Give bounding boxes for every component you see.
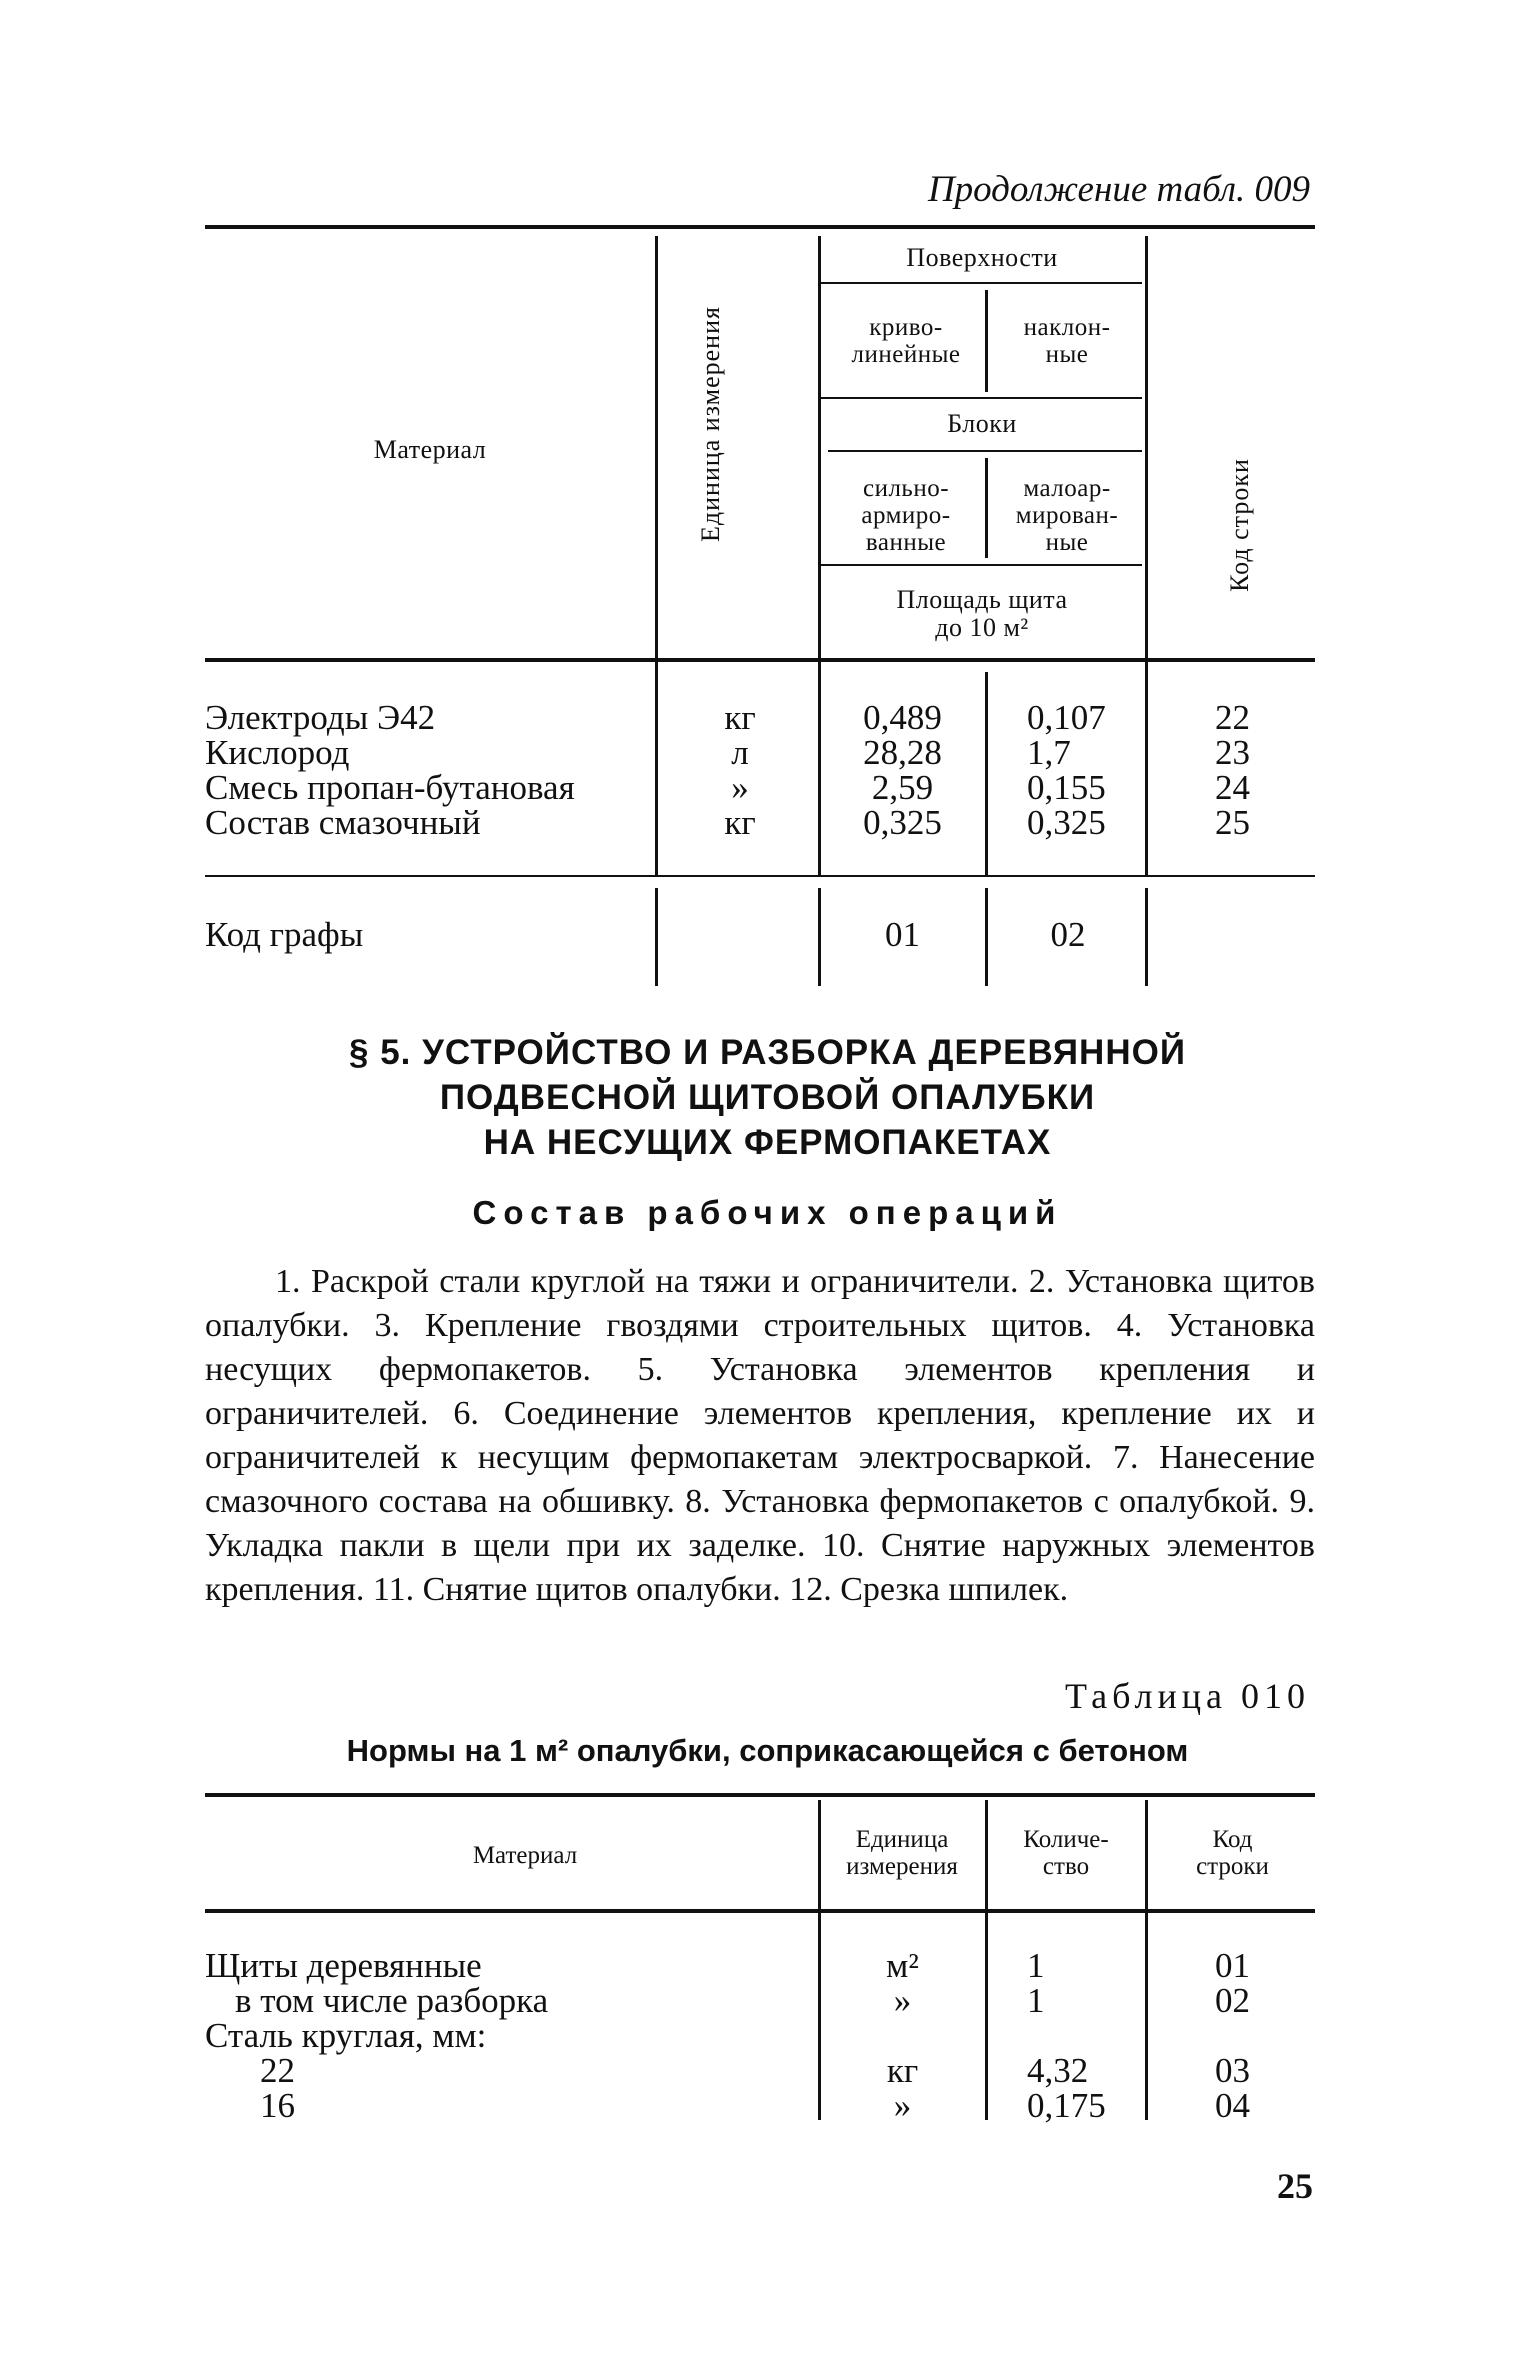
header-material: Материал	[373, 435, 487, 464]
column-code-label: Код графы	[205, 915, 364, 954]
table-header-rule	[205, 1909, 1315, 1913]
header-unit: Единица измерения	[696, 306, 725, 542]
table-continuation-caption: Продолжение табл. 009	[927, 169, 1310, 210]
header-heavily-reinforced: сильно- армиро- ванные	[861, 475, 951, 556]
page-number: 25	[1277, 2166, 1313, 2206]
header-surfaces: Поверхности	[906, 243, 1058, 272]
table-top-rule	[205, 1793, 1315, 1797]
header-inclined: наклон- ные	[1023, 314, 1111, 368]
table-title: Нормы на 1 м² опалубки, соприкасающейся с бетоном	[346, 1733, 1189, 1768]
document-page: Продолжение табл. 009 Материал Единица измерения Поверхности криво- линейные наклон- ные Блоки сильно- армиро- ванные малоар- мирован- ные Площадь щита до 10 м² Код строки Электроды Э42 кг 0,489 0,107 22 Кислород л 28,28 1,7 23 Смесь пропан-бутановая » 2,59 0,155 24 Состав смазочный кг 0,325 0,325 25 Код графы 01 02 § 5. УСТРОЙСТВО И РАЗБОРКА ДЕРЕВЯННОЙ ПОДВЕСНОЙ ЩИТОВОЙ ОПАЛУБКИ НА НЕСУЩИХ ФЕРМОПАКЕТАХ Состав рабочих операций 1. Раскрой стали круглой на тяжи и ограничители. 2. Установка щитов опалубки. 3. Крепление гвоздями строительных щитов. 4. Установка несущих фермопакетов. 5. Установка элементов крепления и ограничителей. 6. Соединение элементов крепления, крепление их и ограничителей к несущим фермопакетам электросваркой. 7. Нанесение смазочного состава на обшивку. 8. Установка фермопакетов с опалубкой. 9. Укладка пакли в щели при их заделке. 10. Снятие наружных элементов крепления. 11. Снятие щитов опалубки. 12. Срезка шпилек. Таблица 010 Нормы на 1 м² опалубки, соприкасающейся с бетоном Материал Единица измерения Количе- ство Код строки Щиты деревянные м² 1 01 в том числе разборка » 1 02 Сталь круглая, мм: 22 кг 4,32 03 16 » 0,175 04 25	[0, 0, 1535, 2362]
header-material: Материал	[472, 1842, 578, 1869]
operations-paragraph: 1. Раскрой стали круглой на тяжи и ограничители. 2. Установка щитов опалубки. 3. Крепление гвоздями строительных щитов. 4. Установка несущих фермопакетов. 5. Установка элементов крепления и ограничителей. 6. Соединение элементов крепления, крепление их и ограничителей к несущим фермопакетам электросваркой. 7. Нанесение смазочного состава на обшивку. 8. Установка фермопакетов с опалубкой. 9. Укладка пакли в щели при их заделке. 10. Снятие наружных элементов крепления. 11. Снятие щитов опалубки. 12. Срезка шпилек.	[205, 1263, 1315, 1608]
section-subtitle: Состав рабочих операций	[472, 1194, 1063, 1231]
header-row-code: Код строки	[1225, 458, 1254, 592]
header-curved: криво- линейные	[851, 314, 961, 368]
header-lightly-reinforced: малоар- мирован- ные	[1015, 475, 1119, 556]
header-quantity: Количе- ство	[1023, 1826, 1109, 1880]
table-header-rule	[205, 658, 1315, 662]
table-body-rule	[205, 875, 1315, 877]
section-title: § 5. УСТРОЙСТВО И РАЗБОРКА ДЕРЕВЯННОЙ ПОДВЕСНОЙ ЩИТОВОЙ ОПАЛУБКИ НА НЕСУЩИХ ФЕРМОПАКЕТАХ	[349, 1033, 1186, 1162]
header-row-code: Код строки	[1196, 1826, 1269, 1880]
header-blocks: Блоки	[947, 409, 1017, 438]
header-panel-area: Площадь щита до 10 м²	[896, 585, 1068, 642]
table-number: Таблица 010	[1065, 1676, 1310, 1716]
header-unit: Единица измерения	[846, 1826, 958, 1880]
table-top-rule	[205, 225, 1315, 229]
